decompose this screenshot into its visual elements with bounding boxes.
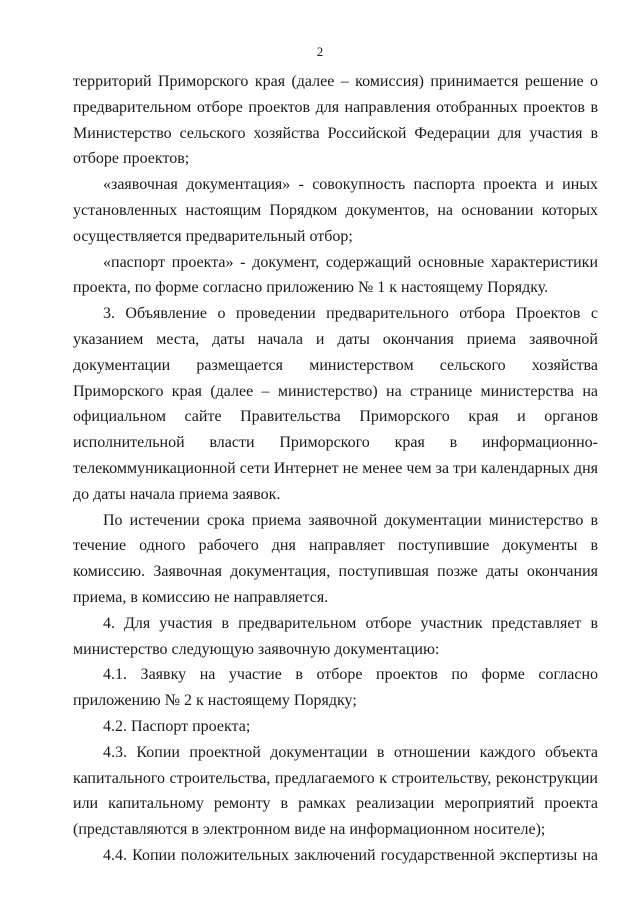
paragraph-item-4-participation: 4. Для участия в предварительном отборе участник представляет в министерство следующую заявочную документацию: (73, 614, 598, 658)
paragraph-commission-definition: территорий Приморского края (далее – комиссия) принимается решение о предварительном отборе проектов для направления отобранных проектов в Министерство сельского хозяйства Российской Федерации для участия в отборе проектов; (73, 73, 598, 168)
paragraph-item-3-announcement: 3. Объявление о проведении предварительного отбора Проектов с указанием места, даты начала и даты окончания приема заявочной документации размещается министерством сельского хозяйства Приморского края (далее – министерство) на странице министерства на официальном сайте Правительства Приморского края и органов исполнительной власти Приморского края в информационно-телекоммуникационной сети Интернет не менее чем за три календарных дня до даты начала приема заявок. (73, 305, 598, 503)
paragraph-item-4-1: 4.1. Заявку на участие в отборе проектов по форме согласно приложению № 2 к настоящему Порядку; (73, 666, 598, 710)
paragraph-application-docs-definition: «заявочная документация» - совокупность паспорта проекта и иных установленных настоящим Порядком документов, на основании которых осуществляется предварительный отбор; (73, 176, 598, 245)
document-body (73, 69, 598, 869)
page-number: 2 (316, 44, 324, 59)
paragraph-item-4-4: 4.4. Копии положительных заключений государственной экспертизы на (103, 846, 598, 864)
paragraph-submission-deadline: По истечении срока приема заявочной документации министерство в течение одного рабочего дня направляет поступившие документы в комиссию. Заявочная документация, поступившая позже даты окончания приема, в комиссию не направляется. (73, 511, 598, 606)
paragraph-project-passport-definition: «паспорт проекта» - документ, содержащий основные характеристики проекта, по форме согласно приложению № 1 к настоящему Порядку. (73, 253, 598, 297)
paragraph-item-4-3: 4.3. Копии проектной документации в отношении каждого объекта капитального строительства, предлагаемого к строительству, реконструкции или капитальному ремонту в рамках реализации мероприятий проекта (представляются в электронном виде на информационном носителе); (73, 743, 598, 839)
paragraph-item-4-2: 4.2. Паспорт проекта; (103, 717, 251, 735)
